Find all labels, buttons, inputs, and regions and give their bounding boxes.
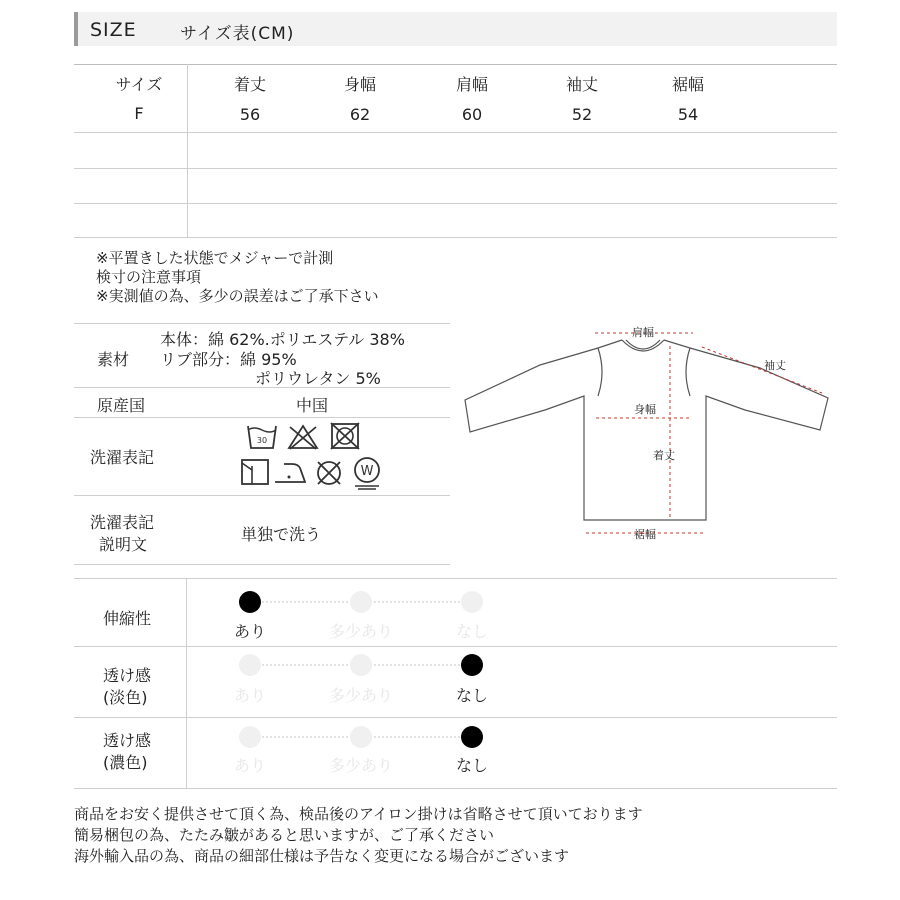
material-line-1: 本体：綿 62%.ポリエステル 38% bbox=[160, 330, 405, 349]
table-row-rule bbox=[74, 168, 837, 169]
section-rule bbox=[74, 417, 450, 418]
table-top-rule bbox=[74, 64, 837, 65]
section-rule bbox=[74, 564, 450, 565]
prop-rule bbox=[74, 717, 837, 718]
table-cell: 52 bbox=[571, 105, 593, 124]
col-header-body-width: 身幅 bbox=[343, 75, 376, 94]
header-accent bbox=[74, 12, 78, 46]
no-dry-clean-icon bbox=[314, 458, 344, 488]
care-desc-label-2: 説明文 bbox=[99, 535, 148, 554]
table-row-rule bbox=[74, 237, 837, 238]
care-label: 洗濯表記 bbox=[90, 448, 155, 467]
scale-dot bbox=[350, 591, 372, 613]
line-dry-icon bbox=[240, 458, 270, 486]
col-header-hem: 裾幅 bbox=[671, 75, 704, 94]
scale-label: なし bbox=[455, 756, 488, 775]
table-cell: 56 bbox=[239, 105, 261, 124]
note-line: 検寸の注意事項 bbox=[96, 268, 202, 286]
scale-dot bbox=[461, 726, 483, 748]
scale-dot bbox=[239, 726, 261, 748]
diagram-label-length: 着丈 bbox=[653, 449, 675, 462]
section-rule bbox=[74, 495, 450, 496]
section-rule bbox=[74, 323, 450, 324]
scale-label: あり bbox=[233, 622, 266, 641]
prop-rule bbox=[74, 578, 837, 579]
wash-30-icon bbox=[246, 423, 278, 451]
note-line: ※実測値の為、多少の誤差はご了承下さい bbox=[96, 287, 379, 305]
material-line-2: リブ部分：綿 95% bbox=[160, 350, 297, 369]
col-header-size: サイズ bbox=[115, 75, 163, 94]
diagram-label-shoulder: 肩幅 bbox=[632, 326, 654, 339]
wash-temp: 30 bbox=[256, 436, 268, 445]
prop-rule bbox=[74, 788, 837, 789]
table-cell: 54 bbox=[677, 105, 699, 124]
wet-clean-icon bbox=[350, 455, 384, 491]
note-line: ※平置きした状態でメジャーで計測 bbox=[96, 249, 334, 267]
material-line-3: ポリウレタン 5% bbox=[255, 369, 381, 388]
col-header-shoulder: 肩幅 bbox=[455, 75, 488, 94]
diagram-label-sleeve: 袖丈 bbox=[764, 359, 786, 372]
header-subtitle: サイズ表(CM) bbox=[180, 24, 295, 44]
origin-label: 原産国 bbox=[97, 396, 146, 415]
table-cell: 60 bbox=[461, 105, 483, 124]
prop-label-sheer: 透け感 bbox=[103, 731, 152, 750]
table-cell: F bbox=[134, 104, 144, 123]
scale-dot bbox=[350, 654, 372, 676]
header-size-label: SIZE bbox=[90, 19, 137, 41]
no-tumble-dry-icon bbox=[328, 421, 362, 451]
scale-dot bbox=[239, 654, 261, 676]
svg-text:W: W bbox=[360, 464, 374, 479]
table-cell: 62 bbox=[349, 105, 371, 124]
table-row-rule bbox=[74, 203, 837, 204]
scale-dot bbox=[461, 654, 483, 676]
prop-label-sheer: 透け感 bbox=[103, 666, 152, 685]
prop-label-sheer-light: (淡色) bbox=[103, 688, 148, 707]
prop-label-sheer-dark: (濃色) bbox=[103, 753, 148, 772]
scale-dot bbox=[350, 726, 372, 748]
prop-label-stretch: 伸縮性 bbox=[103, 609, 152, 628]
footer-note: 商品をお安く提供させて頂く為、検品後のアイロン掛けは省略させて頂いております bbox=[74, 805, 643, 823]
scale-label: なし bbox=[455, 686, 488, 705]
table-col-rule bbox=[187, 64, 188, 237]
prop-rule bbox=[74, 646, 837, 647]
prop-col-rule bbox=[186, 578, 187, 788]
iron-low-icon bbox=[272, 460, 308, 486]
col-header-length: 着丈 bbox=[233, 75, 266, 94]
footer-note: 海外輸入品の為、商品の細部仕様は予告なく変更になる場合がございます bbox=[74, 847, 570, 865]
diagram-label-hem: 裾幅 bbox=[634, 528, 656, 541]
scale-label: なし bbox=[455, 622, 488, 641]
no-bleach-icon bbox=[286, 423, 320, 451]
scale-label: あり bbox=[233, 686, 266, 705]
scale-label: 多少あり bbox=[328, 622, 393, 641]
scale-dot bbox=[239, 591, 261, 613]
care-desc-value: 単独で洗う bbox=[241, 525, 322, 544]
col-header-sleeve: 袖丈 bbox=[565, 75, 598, 94]
table-row-rule bbox=[74, 132, 837, 133]
footer-note: 簡易梱包の為、たたみ皺があると思いますが、ご了承ください bbox=[74, 826, 495, 844]
origin-value: 中国 bbox=[296, 396, 329, 415]
scale-dot bbox=[461, 591, 483, 613]
scale-label: 多少あり bbox=[328, 686, 393, 705]
scale-label: 多少あり bbox=[328, 756, 393, 775]
scale-label: あり bbox=[233, 756, 266, 775]
garment-diagram bbox=[455, 315, 835, 550]
material-label: 素材 bbox=[97, 350, 130, 369]
care-desc-label-1: 洗濯表記 bbox=[90, 513, 155, 532]
diagram-label-body-width: 身幅 bbox=[634, 403, 656, 416]
